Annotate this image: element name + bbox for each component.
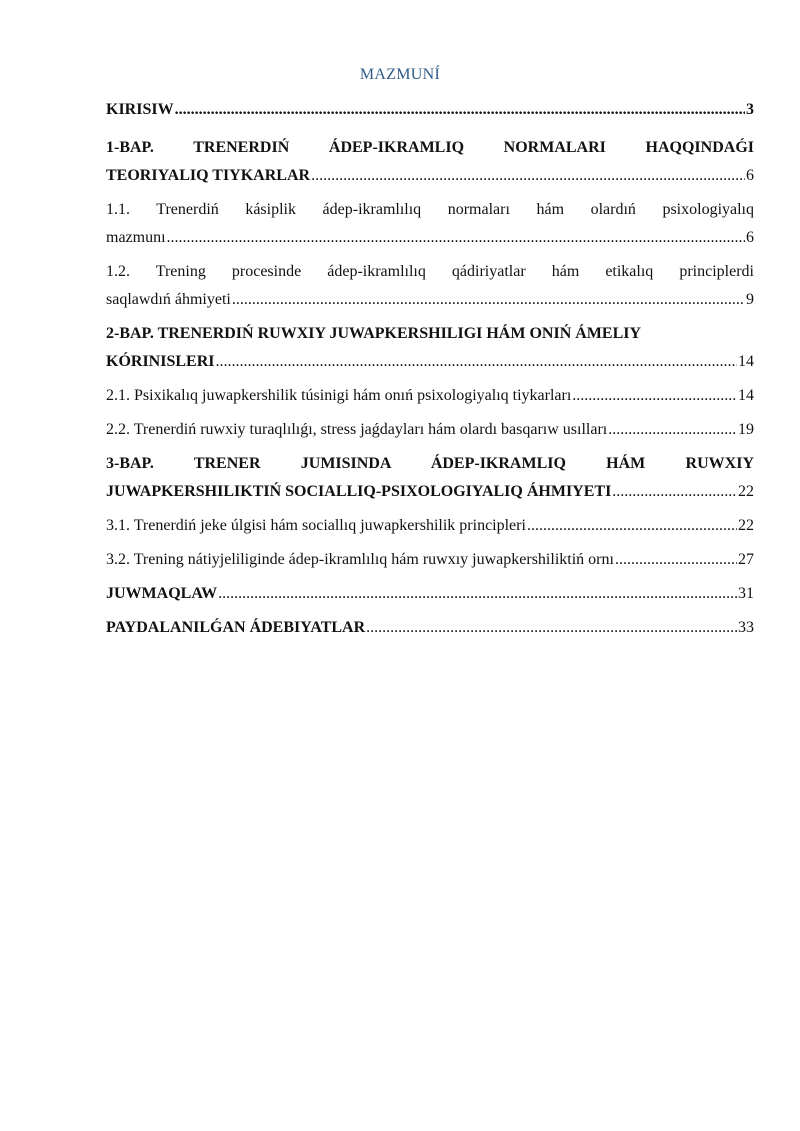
page-title: MAZMUNÍ <box>359 66 441 83</box>
toc-entry-label-line2: JUWAPKERSHILIKTIŃ SOCIALLIQ-PSIXOLOGIYALIQ ÁHMIYETI <box>106 483 612 500</box>
toc-page-number: 31 <box>738 585 754 602</box>
toc-entry-label: 3.2. Trening nátiyjeliliginde ádep-ikramlılıq hám ruwxıy juwapkershiliktiń ornı <box>106 551 614 568</box>
dot-leader <box>615 546 737 574</box>
toc-entry-section-1-1[interactable] <box>106 196 754 252</box>
toc-page-number: 6 <box>746 167 754 184</box>
dot-leader <box>232 286 745 314</box>
toc-entry-chapter-1[interactable] <box>106 134 754 190</box>
toc-page-number: 22 <box>738 483 754 500</box>
toc-entry-label-line2: TEORIYALIQ TIYKARLAR <box>106 167 311 184</box>
table-of-contents <box>106 96 754 642</box>
toc-entry-label-line2: KÓRINISLERI <box>106 353 215 370</box>
toc-entry-label: JUWMAQLAW <box>106 585 218 602</box>
toc-entry-label-line1: 2-BAP. TRENERDIŃ RUWXIY JUWAPKERSHILIGI HÁM ONIŃ ÁMELIY <box>106 325 642 342</box>
toc-entry-chapter-2[interactable] <box>106 320 754 376</box>
dot-leader <box>366 614 737 642</box>
dot-leader <box>572 382 737 410</box>
dot-leader <box>215 348 737 376</box>
toc-entry-intro[interactable] <box>106 96 754 124</box>
toc-entry-section-3-1[interactable] <box>106 512 754 540</box>
dot-leader <box>175 96 745 124</box>
toc-page-number: 22 <box>738 517 754 534</box>
dot-leader <box>167 224 745 252</box>
dot-leader <box>311 162 745 190</box>
toc-entry-section-2-1[interactable] <box>106 382 754 410</box>
dot-leader <box>527 512 737 540</box>
toc-entry-label-line2: saqlawdıń áhmiyeti <box>106 291 231 308</box>
toc-page-number: 14 <box>738 353 754 370</box>
toc-entry-label: 3.1. Trenerdiń jeke úlgisi hám sociallıq juwapkershilik principleri <box>106 517 526 534</box>
toc-entry-references[interactable] <box>106 614 754 642</box>
toc-page-number: 9 <box>746 291 754 308</box>
toc-entry-label: 2.1. Psixikalıq juwapkershilik túsinigi hám onıń psixologiyalıq tiykarları <box>106 387 572 404</box>
toc-page-number: 27 <box>738 551 754 568</box>
toc-entry-section-2-2[interactable] <box>106 416 754 444</box>
dot-leader <box>612 478 737 506</box>
toc-page-number: 33 <box>738 619 754 636</box>
toc-page-number: 14 <box>738 387 754 404</box>
toc-page-number: 3 <box>746 101 754 118</box>
toc-entry-chapter-3[interactable] <box>106 450 754 506</box>
toc-entry-section-3-2[interactable] <box>106 546 754 574</box>
toc-page-number: 19 <box>738 421 754 438</box>
toc-entry-conclusion[interactable] <box>106 580 754 608</box>
toc-entry-label-line1: 1.1. Trenerdiń kásiplik ádep-ikramlılıq normaları hám olardıń psixologiyalıq <box>106 201 754 218</box>
toc-entry-label: PAYDALANILǴAN ÁDEBIYATLAR <box>106 619 366 636</box>
toc-entry-label-line1: 1.2. Trening procesinde ádep-ikramlılıq qádiriyatlar hám etikalıq principlerdi <box>106 263 754 280</box>
toc-entry-label: 2.2. Trenerdiń ruwxiy turaqlılıǵı, stress jaǵdayları hám olardı basqarıw usılları <box>106 421 608 438</box>
toc-entry-label-line2: mazmunı <box>106 229 166 246</box>
toc-entry-label: KIRISIW <box>106 101 174 118</box>
dot-leader <box>218 580 737 608</box>
toc-entry-label-line1: 1-BAP. TRENERDIŃ ÁDEP-IKRAMLIQ NORMALARI HAQQINDAǴI <box>106 139 754 156</box>
toc-entry-section-1-2[interactable] <box>106 258 754 314</box>
toc-page-number: 6 <box>746 229 754 246</box>
toc-entry-label-line1: 3-BAP. TRENER JUMISINDA ÁDEP-IKRAMLIQ HÁM RUWXIY <box>106 455 754 472</box>
dot-leader <box>608 416 737 444</box>
